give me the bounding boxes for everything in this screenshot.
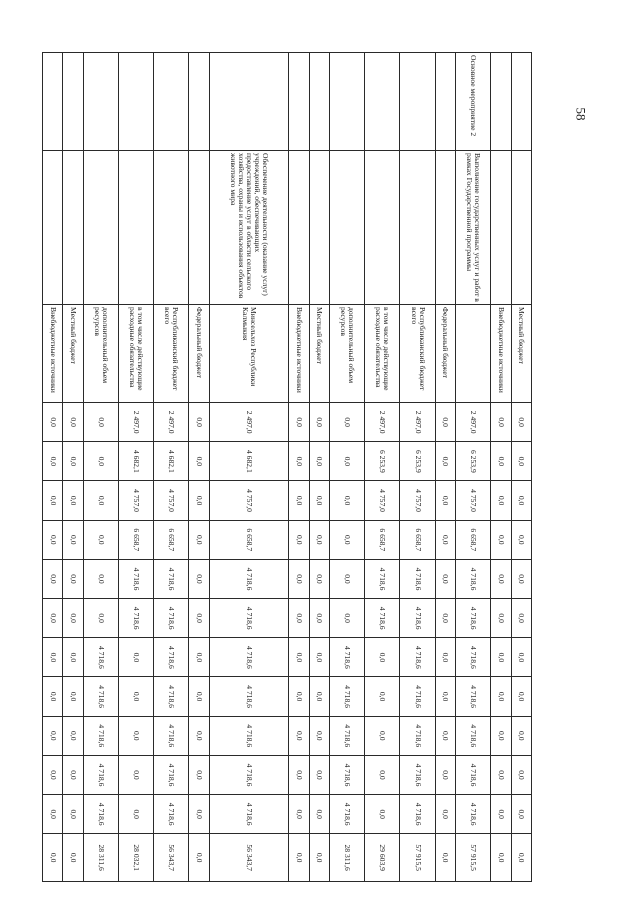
funding-source-cell: дополнительный объем ресурсов xyxy=(83,305,118,403)
value-cell: 0,0 xyxy=(43,599,63,638)
value-cell: 0,0 xyxy=(491,834,511,882)
funding-source-cell: Республиканский бюджет всего xyxy=(400,305,435,403)
value-cell: 0,0 xyxy=(83,442,118,481)
value-cell: 4 718,6 xyxy=(154,755,189,794)
value-cell: 0,0 xyxy=(511,716,531,755)
table-row xyxy=(119,53,154,882)
activity-cell xyxy=(83,53,118,151)
value-cell: 0,0 xyxy=(189,599,209,638)
value-cell: 4 718,6 xyxy=(209,677,289,716)
value-cell: 2 497,0 xyxy=(119,403,154,442)
value-cell: 0,0 xyxy=(119,677,154,716)
value-cell: 4 718,6 xyxy=(83,677,118,716)
value-cell: 0,0 xyxy=(63,795,83,834)
value-cell: 4 718,6 xyxy=(83,716,118,755)
value-cell: 0,0 xyxy=(289,755,309,794)
value-cell: 0,0 xyxy=(491,638,511,677)
funding-source-cell: Местный бюджет xyxy=(511,305,531,403)
value-cell: 0,0 xyxy=(330,599,365,638)
value-cell: 0,0 xyxy=(330,403,365,442)
value-cell: 4 718,6 xyxy=(154,638,189,677)
value-cell: 4 718,6 xyxy=(154,716,189,755)
funding-source-cell xyxy=(456,305,491,403)
value-cell: 4 718,6 xyxy=(456,755,491,794)
value-cell: 4 718,6 xyxy=(365,559,400,598)
value-cell: 4 718,6 xyxy=(330,638,365,677)
value-cell: 4 718,6 xyxy=(456,677,491,716)
value-cell: 0,0 xyxy=(119,716,154,755)
value-cell: 0,0 xyxy=(63,677,83,716)
value-cell: 4 718,6 xyxy=(400,559,435,598)
value-cell: 57 915,5 xyxy=(456,834,491,882)
value-cell: 0,0 xyxy=(43,795,63,834)
funding-source-cell: Федеральный бюджет xyxy=(189,305,209,403)
value-cell: 0,0 xyxy=(43,559,63,598)
description-cell xyxy=(309,151,329,305)
table-row xyxy=(365,53,400,882)
description-cell xyxy=(330,151,365,305)
funding-source-cell: дополнительный объем ресурсов xyxy=(330,305,365,403)
value-cell: 0,0 xyxy=(435,716,455,755)
table-row xyxy=(63,53,83,882)
value-cell: 4 718,6 xyxy=(456,638,491,677)
value-cell: 0,0 xyxy=(435,638,455,677)
value-cell: 4 718,6 xyxy=(154,559,189,598)
value-cell: 4 718,6 xyxy=(456,559,491,598)
value-cell: 4 718,6 xyxy=(119,599,154,638)
value-cell: 0,0 xyxy=(511,442,531,481)
value-cell: 0,0 xyxy=(511,834,531,882)
value-cell: 0,0 xyxy=(289,834,309,882)
value-cell: 0,0 xyxy=(309,481,329,520)
value-cell: 6 658,7 xyxy=(456,520,491,559)
activity-cell xyxy=(491,53,511,151)
value-cell: 0,0 xyxy=(43,677,63,716)
value-cell: 0,0 xyxy=(63,638,83,677)
funding-source-cell: в том числе действующие расходные обязательства xyxy=(365,305,400,403)
value-cell: 0,0 xyxy=(491,755,511,794)
value-cell: 4 757,0 xyxy=(154,481,189,520)
value-cell: 0,0 xyxy=(511,638,531,677)
value-cell: 0,0 xyxy=(189,481,209,520)
value-cell: 4 718,6 xyxy=(83,638,118,677)
value-cell: 4 718,6 xyxy=(209,599,289,638)
value-cell: 28 311,6 xyxy=(83,834,118,882)
value-cell: 0,0 xyxy=(309,442,329,481)
value-cell: 0,0 xyxy=(83,559,118,598)
description-cell xyxy=(43,151,63,305)
value-cell: 0,0 xyxy=(365,795,400,834)
value-cell: 6 253,9 xyxy=(365,442,400,481)
value-cell: 0,0 xyxy=(435,520,455,559)
value-cell: 0,0 xyxy=(83,403,118,442)
value-cell: 0,0 xyxy=(435,442,455,481)
value-cell: 0,0 xyxy=(491,442,511,481)
value-cell: 0,0 xyxy=(289,638,309,677)
value-cell: 0,0 xyxy=(435,481,455,520)
value-cell: 4 718,6 xyxy=(209,638,289,677)
value-cell: 0,0 xyxy=(491,520,511,559)
value-cell: 0,0 xyxy=(365,716,400,755)
budget-table xyxy=(42,52,532,882)
table-row xyxy=(456,53,491,882)
value-cell: 4 718,6 xyxy=(154,677,189,716)
description-cell xyxy=(119,151,154,305)
table-row xyxy=(83,53,118,882)
rotated-table xyxy=(42,52,532,882)
value-cell: 0,0 xyxy=(511,599,531,638)
value-cell: 0,0 xyxy=(435,677,455,716)
value-cell: 0,0 xyxy=(491,403,511,442)
funding-source-cell: Внебюджетные источники xyxy=(43,305,63,403)
activity-cell xyxy=(63,53,83,151)
description-cell: Выполнение государственных услуг и работ в рамках Государственной программы xyxy=(456,151,491,305)
table-row xyxy=(154,53,189,882)
value-cell: 4 718,6 xyxy=(83,755,118,794)
value-cell: 0,0 xyxy=(83,599,118,638)
description-cell xyxy=(154,151,189,305)
page-number: 58 xyxy=(573,107,589,121)
value-cell: 0,0 xyxy=(511,677,531,716)
value-cell: 4 682,1 xyxy=(209,442,289,481)
activity-cell xyxy=(365,53,400,151)
value-cell: 0,0 xyxy=(63,755,83,794)
value-cell: 0,0 xyxy=(63,834,83,882)
value-cell: 56 343,7 xyxy=(154,834,189,882)
value-cell: 0,0 xyxy=(43,481,63,520)
value-cell: 0,0 xyxy=(435,403,455,442)
value-cell: 0,0 xyxy=(119,755,154,794)
value-cell: 28 311,6 xyxy=(330,834,365,882)
value-cell: 0,0 xyxy=(491,559,511,598)
value-cell: 0,0 xyxy=(189,403,209,442)
table-row xyxy=(435,53,455,882)
funding-source-cell: Федеральный бюджет xyxy=(435,305,455,403)
value-cell: 0,0 xyxy=(43,716,63,755)
activity-cell xyxy=(43,53,63,151)
value-cell: 56 343,7 xyxy=(209,834,289,882)
value-cell: 0,0 xyxy=(63,481,83,520)
value-cell: 4 718,6 xyxy=(456,599,491,638)
value-cell: 4 757,0 xyxy=(400,481,435,520)
value-cell: 4 718,6 xyxy=(456,716,491,755)
value-cell: 4 718,6 xyxy=(400,755,435,794)
value-cell: 0,0 xyxy=(511,559,531,598)
value-cell: 0,0 xyxy=(435,755,455,794)
value-cell: 0,0 xyxy=(43,403,63,442)
value-cell: 0,0 xyxy=(63,520,83,559)
value-cell: 0,0 xyxy=(330,481,365,520)
value-cell: 0,0 xyxy=(511,403,531,442)
value-cell: 0,0 xyxy=(289,599,309,638)
value-cell: 0,0 xyxy=(309,755,329,794)
value-cell: 6 658,7 xyxy=(119,520,154,559)
description-cell xyxy=(435,151,455,305)
value-cell: 4 718,6 xyxy=(330,795,365,834)
value-cell: 0,0 xyxy=(309,677,329,716)
value-cell: 0,0 xyxy=(435,834,455,882)
value-cell: 0,0 xyxy=(491,481,511,520)
value-cell: 0,0 xyxy=(189,638,209,677)
table-row xyxy=(309,53,329,882)
funding-source-cell: Минсельхоз Республики Калмыкия xyxy=(209,305,289,403)
activity-cell xyxy=(400,53,435,151)
value-cell: 0,0 xyxy=(189,677,209,716)
value-cell: 4 718,6 xyxy=(400,795,435,834)
value-cell: 0,0 xyxy=(491,795,511,834)
value-cell: 4 718,6 xyxy=(400,716,435,755)
value-cell: 0,0 xyxy=(289,559,309,598)
value-cell: 0,0 xyxy=(330,520,365,559)
description-cell xyxy=(83,151,118,305)
value-cell: 29 603,9 xyxy=(365,834,400,882)
value-cell: 0,0 xyxy=(365,755,400,794)
value-cell: 4 682,1 xyxy=(154,442,189,481)
value-cell: 0,0 xyxy=(309,599,329,638)
value-cell: 6 658,7 xyxy=(365,520,400,559)
value-cell: 2 497,0 xyxy=(209,403,289,442)
value-cell: 2 497,0 xyxy=(456,403,491,442)
value-cell: 4 718,6 xyxy=(330,755,365,794)
value-cell: 0,0 xyxy=(491,677,511,716)
value-cell: 4 718,6 xyxy=(83,795,118,834)
value-cell: 4 718,6 xyxy=(330,677,365,716)
value-cell: 0,0 xyxy=(43,834,63,882)
value-cell: 0,0 xyxy=(189,520,209,559)
funding-source-cell: Республиканский бюджет всего xyxy=(154,305,189,403)
value-cell: 4 718,6 xyxy=(400,638,435,677)
value-cell: 0,0 xyxy=(330,559,365,598)
activity-cell xyxy=(289,53,309,151)
activity-cell: Основное мероприятие 2 xyxy=(456,53,491,151)
value-cell: 6 658,7 xyxy=(154,520,189,559)
activity-cell xyxy=(511,53,531,151)
value-cell: 4 757,0 xyxy=(119,481,154,520)
value-cell: 0,0 xyxy=(43,520,63,559)
value-cell: 0,0 xyxy=(309,559,329,598)
description-cell xyxy=(365,151,400,305)
activity-cell xyxy=(330,53,365,151)
table-row xyxy=(400,53,435,882)
activity-cell xyxy=(119,53,154,151)
activity-cell xyxy=(309,53,329,151)
value-cell: 4 718,6 xyxy=(456,795,491,834)
value-cell: 0,0 xyxy=(365,638,400,677)
value-cell: 0,0 xyxy=(119,638,154,677)
value-cell: 4 718,6 xyxy=(330,716,365,755)
value-cell: 0,0 xyxy=(289,481,309,520)
value-cell: 57 915,5 xyxy=(400,834,435,882)
value-cell: 0,0 xyxy=(511,520,531,559)
value-cell: 0,0 xyxy=(491,716,511,755)
value-cell: 4 757,0 xyxy=(456,481,491,520)
table-row xyxy=(209,53,289,882)
value-cell: 4 718,6 xyxy=(209,755,289,794)
value-cell: 2 497,0 xyxy=(400,403,435,442)
value-cell: 0,0 xyxy=(43,755,63,794)
value-cell: 0,0 xyxy=(309,520,329,559)
value-cell: 0,0 xyxy=(43,638,63,677)
value-cell: 0,0 xyxy=(83,481,118,520)
table-row xyxy=(189,53,209,882)
value-cell: 2 497,0 xyxy=(154,403,189,442)
value-cell: 0,0 xyxy=(511,795,531,834)
value-cell: 4 718,6 xyxy=(400,677,435,716)
activity-cell xyxy=(154,53,189,151)
value-cell: 0,0 xyxy=(63,716,83,755)
value-cell: 0,0 xyxy=(289,795,309,834)
value-cell: 0,0 xyxy=(435,795,455,834)
value-cell: 0,0 xyxy=(309,403,329,442)
value-cell: 0,0 xyxy=(189,755,209,794)
table-row xyxy=(330,53,365,882)
funding-source-cell: Местный бюджет xyxy=(309,305,329,403)
value-cell: 0,0 xyxy=(330,442,365,481)
value-cell: 4 718,6 xyxy=(400,599,435,638)
description-cell: Обеспечение деятельности (оказание услуг) учреждений, обеспечивающих предоставление услуг в области сельского хозяйства, охраны и использования объектов животного мира xyxy=(209,151,289,305)
value-cell: 0,0 xyxy=(189,442,209,481)
value-cell: 6 253,9 xyxy=(456,442,491,481)
description-cell xyxy=(491,151,511,305)
table-row xyxy=(511,53,531,882)
value-cell: 0,0 xyxy=(289,677,309,716)
value-cell: 4 718,6 xyxy=(365,599,400,638)
value-cell: 28 032,1 xyxy=(119,834,154,882)
value-cell: 0,0 xyxy=(309,795,329,834)
value-cell: 4 718,6 xyxy=(209,795,289,834)
value-cell: 0,0 xyxy=(189,559,209,598)
description-cell xyxy=(63,151,83,305)
value-cell: 0,0 xyxy=(189,716,209,755)
description-cell xyxy=(289,151,309,305)
description-cell xyxy=(189,151,209,305)
value-cell: 6 253,9 xyxy=(400,442,435,481)
value-cell: 0,0 xyxy=(63,559,83,598)
value-cell: 0,0 xyxy=(119,795,154,834)
table-row xyxy=(289,53,309,882)
value-cell: 0,0 xyxy=(63,599,83,638)
value-cell: 4 718,6 xyxy=(119,559,154,598)
value-cell: 0,0 xyxy=(511,755,531,794)
description-cell xyxy=(400,151,435,305)
value-cell: 6 658,7 xyxy=(400,520,435,559)
activity-cell xyxy=(435,53,455,151)
value-cell: 0,0 xyxy=(289,520,309,559)
table-row xyxy=(43,53,63,882)
table-row xyxy=(491,53,511,882)
value-cell: 0,0 xyxy=(309,834,329,882)
value-cell: 0,0 xyxy=(309,638,329,677)
value-cell: 0,0 xyxy=(189,834,209,882)
activity-cell xyxy=(209,53,289,151)
value-cell: 0,0 xyxy=(491,599,511,638)
value-cell: 4 718,6 xyxy=(209,716,289,755)
activity-cell xyxy=(189,53,209,151)
funding-source-cell: Внебюджетные источники xyxy=(289,305,309,403)
value-cell: 0,0 xyxy=(63,403,83,442)
funding-source-cell: Внебюджетные источники xyxy=(491,305,511,403)
value-cell: 0,0 xyxy=(365,677,400,716)
value-cell: 0,0 xyxy=(289,403,309,442)
value-cell: 0,0 xyxy=(289,442,309,481)
value-cell: 0,0 xyxy=(83,520,118,559)
value-cell: 4 682,1 xyxy=(119,442,154,481)
value-cell: 0,0 xyxy=(309,716,329,755)
value-cell: 4 757,0 xyxy=(365,481,400,520)
value-cell: 0,0 xyxy=(289,716,309,755)
description-cell xyxy=(511,151,531,305)
value-cell: 4 718,6 xyxy=(209,559,289,598)
value-cell: 0,0 xyxy=(435,599,455,638)
value-cell: 0,0 xyxy=(511,481,531,520)
funding-source-cell: в том числе действующие расходные обязательства xyxy=(119,305,154,403)
value-cell: 0,0 xyxy=(43,442,63,481)
value-cell: 0,0 xyxy=(189,795,209,834)
budget-table-container xyxy=(42,52,532,882)
value-cell: 2 497,0 xyxy=(365,403,400,442)
value-cell: 4 718,6 xyxy=(154,599,189,638)
value-cell: 4 757,0 xyxy=(209,481,289,520)
value-cell: 0,0 xyxy=(435,559,455,598)
value-cell: 6 658,7 xyxy=(209,520,289,559)
value-cell: 0,0 xyxy=(63,442,83,481)
value-cell: 4 718,6 xyxy=(154,795,189,834)
funding-source-cell: Местный бюджет xyxy=(63,305,83,403)
